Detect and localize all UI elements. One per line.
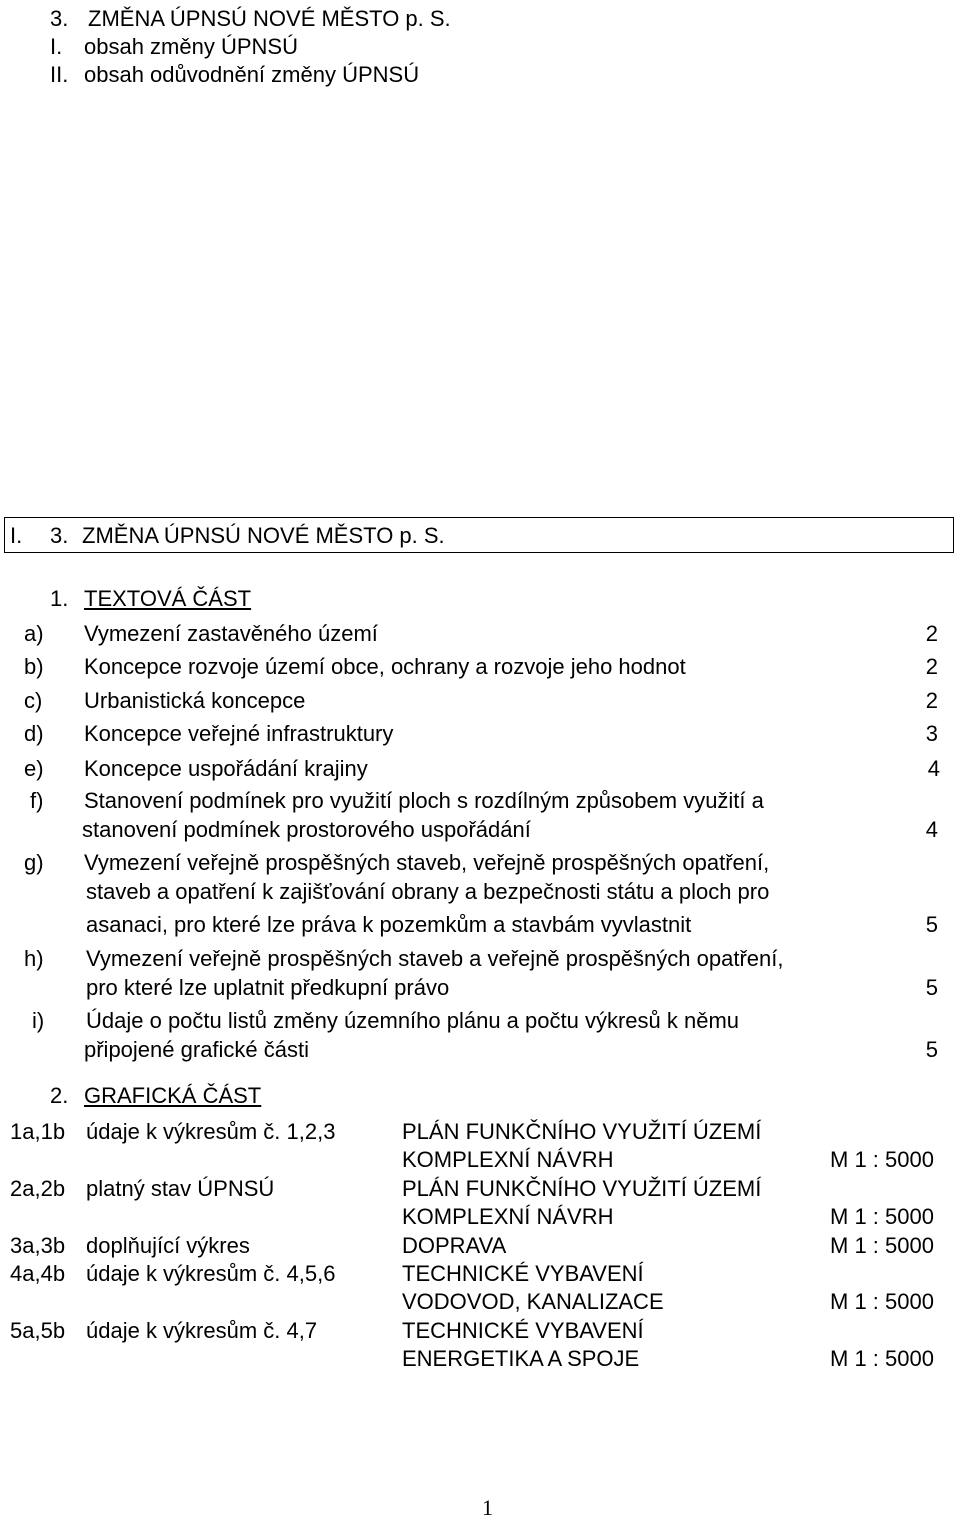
item-i-page: 5 [925,1037,938,1062]
drawing-row-title1: TECHNICKÉ VYBAVENÍ [402,1318,644,1343]
drawing-row-code: 2a,2b [10,1176,66,1201]
item-i-text-line2: připojené grafické části [84,1037,310,1062]
item-f-text-line2: stanovení podmínek prostorového uspořádání [82,817,531,842]
header-line3-text: obsah odůvodnění změny ÚPNSÚ [84,62,420,87]
item-e-letter: e) [24,756,44,781]
drawing-row-title2: KOMPLEXNÍ NÁVRH [402,1147,614,1172]
header-line1-number: 3. [50,6,69,31]
item-i-letter: i) [32,1008,45,1033]
item-h-letter: h) [24,946,44,971]
item-b-text: Koncepce rozvoje území obce, ochrany a rozvoje jeho hodnot [84,654,686,679]
item-g-text-line2: staveb a opatření k zajišťování obrany a bezpečnosti státu a ploch pro [86,879,770,904]
drawing-row-scale: M 1 : 5000 [830,1233,934,1258]
drawing-row-code: 5a,5b [10,1318,66,1343]
item-f-letter: f) [30,788,44,813]
item-f-text-line1: Stanovení podmínek pro využití ploch s rozdílným způsobem využití a [84,788,764,813]
item-f-page: 4 [925,817,938,842]
drawing-row-title2: ENERGETIKA A SPOJE [402,1346,640,1371]
item-b-letter: b) [24,654,44,679]
item-c-letter: c) [24,688,43,713]
item-i-text-line1: Údaje o počtu listů změny územního plánu a počtu výkresů k němu [86,1008,740,1033]
drawing-row-code: 1a,1b [10,1119,66,1144]
drawing-row-scale: M 1 : 5000 [830,1147,934,1172]
drawing-row-title1: PLÁN FUNKČNÍHO VYUŽITÍ ÚZEMÍ [402,1176,762,1201]
drawing-row-title2: KOMPLEXNÍ NÁVRH [402,1204,614,1229]
item-g-letter: g) [24,850,44,875]
item-h-page: 5 [925,975,938,1000]
drawing-row-title1: TECHNICKÉ VYBAVENÍ [402,1261,644,1286]
drawing-row-title1: DOPRAVA [402,1233,507,1258]
item-g-page: 5 [925,912,938,937]
drawing-row-scale: M 1 : 5000 [830,1346,934,1371]
box-title: ZMĚNA ÚPNSÚ NOVÉ MĚSTO p. S. [82,523,445,548]
box-number: 3. [50,523,69,548]
page-number: 1 [482,1495,493,1520]
item-a-page: 2 [925,621,938,646]
box-roman: I. [10,523,23,548]
item-d-letter: d) [24,721,44,746]
item-c-page: 2 [925,688,938,713]
drawing-row-scale: M 1 : 5000 [830,1289,934,1314]
item-e-text: Koncepce uspořádání krajiny [84,756,368,781]
item-a-letter: a) [24,621,44,646]
drawing-row-code: 4a,4b [10,1261,66,1286]
header-line3-number: II. [50,62,69,87]
drawing-row-scale: M 1 : 5000 [830,1204,934,1229]
drawing-row-desc: doplňující výkres [86,1233,250,1258]
section1-number: 1. [50,586,69,611]
item-e-page: 4 [927,756,940,781]
section1-title: TEXTOVÁ ČÁST [84,586,252,611]
section2-number: 2. [50,1083,69,1108]
item-a-text: Vymezení zastavěného území [84,621,378,646]
drawing-row-desc: platný stav ÚPNSÚ [86,1176,275,1201]
drawing-row-desc: údaje k výkresům č. 4,7 [86,1318,318,1343]
drawing-row-desc: údaje k výkresům č. 1,2,3 [86,1119,336,1144]
drawing-row-desc: údaje k výkresům č. 4,5,6 [86,1261,336,1286]
item-d-text: Koncepce veřejné infrastruktury [84,721,394,746]
drawing-row-title1: PLÁN FUNKČNÍHO VYUŽITÍ ÚZEMÍ [402,1119,762,1144]
item-b-page: 2 [925,654,938,679]
header-line1-text: ZMĚNA ÚPNSÚ NOVÉ MĚSTO p. S. [88,6,451,31]
drawing-row-code: 3a,3b [10,1233,66,1258]
section2-title: GRAFICKÁ ČÁST [84,1083,262,1108]
header-line2-number: I. [50,34,63,59]
item-c-text: Urbanistická koncepce [84,688,306,713]
drawing-row-title2: VODOVOD, KANALIZACE [402,1289,664,1314]
item-h-text-line1: Vymezení veřejně prospěšných staveb a veřejně prospěšných opatření, [86,946,784,971]
header-line2-text: obsah změny ÚPNSÚ [84,34,298,59]
item-h-text-line2: pro které lze uplatnit předkupní právo [86,975,450,1000]
item-g-text-line1: Vymezení veřejně prospěšných staveb, veřejně prospěšných opatření, [84,850,770,875]
item-d-page: 3 [925,721,938,746]
item-g-text-line3: asanaci, pro které lze práva k pozemkům a stavbám vyvlastnit [86,912,692,937]
